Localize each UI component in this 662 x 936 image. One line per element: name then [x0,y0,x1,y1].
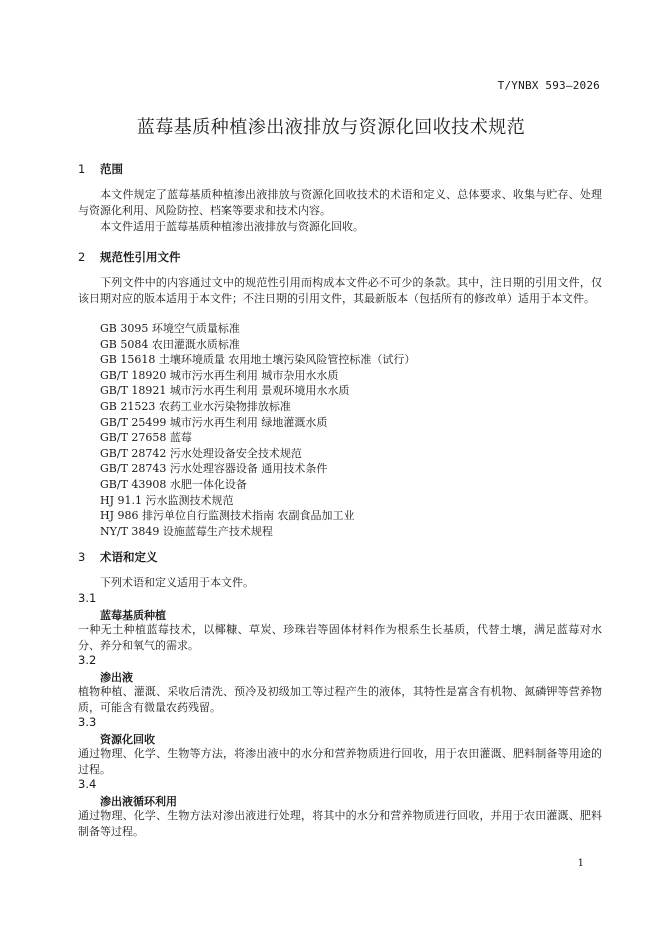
reference-item: GB 15618 土壤环境质量 农用地土壤污染风险管控标准（试行） [100,353,416,367]
term-number: 3.1 [78,591,97,605]
term-number: 3.4 [78,777,97,791]
reference-item: GB/T 43908 水肥一体化设备 [100,477,247,491]
reference-item: GB 5084 农田灌溉水质标准 [100,337,240,351]
term-definition [78,746,602,778]
definition-text: 植物种植、灌溉、采收后清洗、预冷及初级加工等过程产生的液体，其特性是富含有机物、氮磷钾等营养物质，可能含有微量农药残留。 [78,685,602,714]
page-number: 1 [577,858,584,869]
terms-intro [78,575,602,591]
term-definition [78,684,602,716]
term-number: 3.3 [78,715,97,729]
section-heading-terms [78,549,158,565]
paragraph-text: 本文件规定了蓝莓基质种植渗出液排放与资源化回收技术的术语和定义、总体要求、收集与贮存、处理与资源化利用、风险防控、档案等要求和技术内容。 [78,188,602,217]
scope-paragraph-1 [78,187,602,219]
reference-list [100,321,415,539]
reference-item: GB/T 25499 城市污水再生利用 绿地灌溉水质 [100,415,328,429]
definition-text: 通过物理、化学、生物等方法，将渗出液中的水分和营养物质进行回收，用于农田灌溉、肥料制备等用途的过程。 [78,747,602,776]
section-number: 1 [78,162,86,176]
reference-item: GB 3095 环境空气质量标准 [100,322,240,335]
paragraph-text: 本文件适用于蓝莓基质种植渗出液排放与资源化回收。 [100,220,364,233]
reference-item: NY/T 3849 设施蓝莓生产技术规程 [100,524,273,538]
section-title: 术语和定义 [100,550,158,564]
reference-item: GB/T 28742 污水处理设备安全技术规范 [100,446,302,460]
definition-text: 一种无土种植蓝莓技术，以椰糠、草炭、珍珠岩等固体材料作为根系生长基质，代替土壤，满足蓝莓对水分、养分和氧气的需求。 [78,623,602,652]
term-name: 渗出液 [100,671,133,684]
section-heading-scope [78,161,123,177]
reference-item: GB/T 28743 污水处理容器设备 通用技术条件 [100,462,328,476]
reference-item: HJ 91.1 污水监测技术规范 [100,493,234,507]
term-definition [78,808,602,840]
paragraph-text: 下列文件中的内容通过文中的规范性引用而构成本文件必不可少的条款。其中，注日期的引用文件，仅该日期对应的版本适用于本文件；不注日期的引用文件，其最新版本（包括所有的修改单）适用于本文件。 [78,276,602,305]
document-title: 蓝莓基质种植渗出液排放与资源化回收技术规范 [136,117,526,138]
paragraph-text: 下列术语和定义适用于本文件。 [100,576,254,589]
normative-intro [78,275,602,307]
section-title: 规范性引用文件 [100,250,181,264]
reference-item: GB 21523 农药工业水污染物排放标准 [100,399,291,413]
section-number: 3 [78,550,86,564]
term-name: 资源化回收 [100,733,155,746]
term-name: 蓝莓基质种植 [100,609,166,622]
section-title: 范围 [100,162,123,176]
term-number: 3.2 [78,653,97,667]
term-definition [78,622,602,654]
reference-item: GB/T 18920 城市污水再生利用 城市杂用水水质 [100,368,339,382]
term-name: 渗出液循环利用 [100,795,177,808]
reference-item: GB/T 27658 蓝莓 [100,431,192,445]
scope-paragraph-2 [78,219,602,235]
section-number: 2 [78,250,86,264]
definition-text: 通过物理、化学、生物方法对渗出液进行处理，将其中的水分和营养物质进行回收，并用于农田灌溉、肥料制备等过程。 [78,809,602,838]
reference-item: GB/T 18921 城市污水再生利用 景观环境用水水质 [100,384,350,398]
document-code: T/YNBX 593—2026 [497,79,600,92]
section-heading-normative [78,249,181,265]
reference-item: HJ 986 排污单位自行监测技术指南 农副食品加工业 [100,509,355,523]
